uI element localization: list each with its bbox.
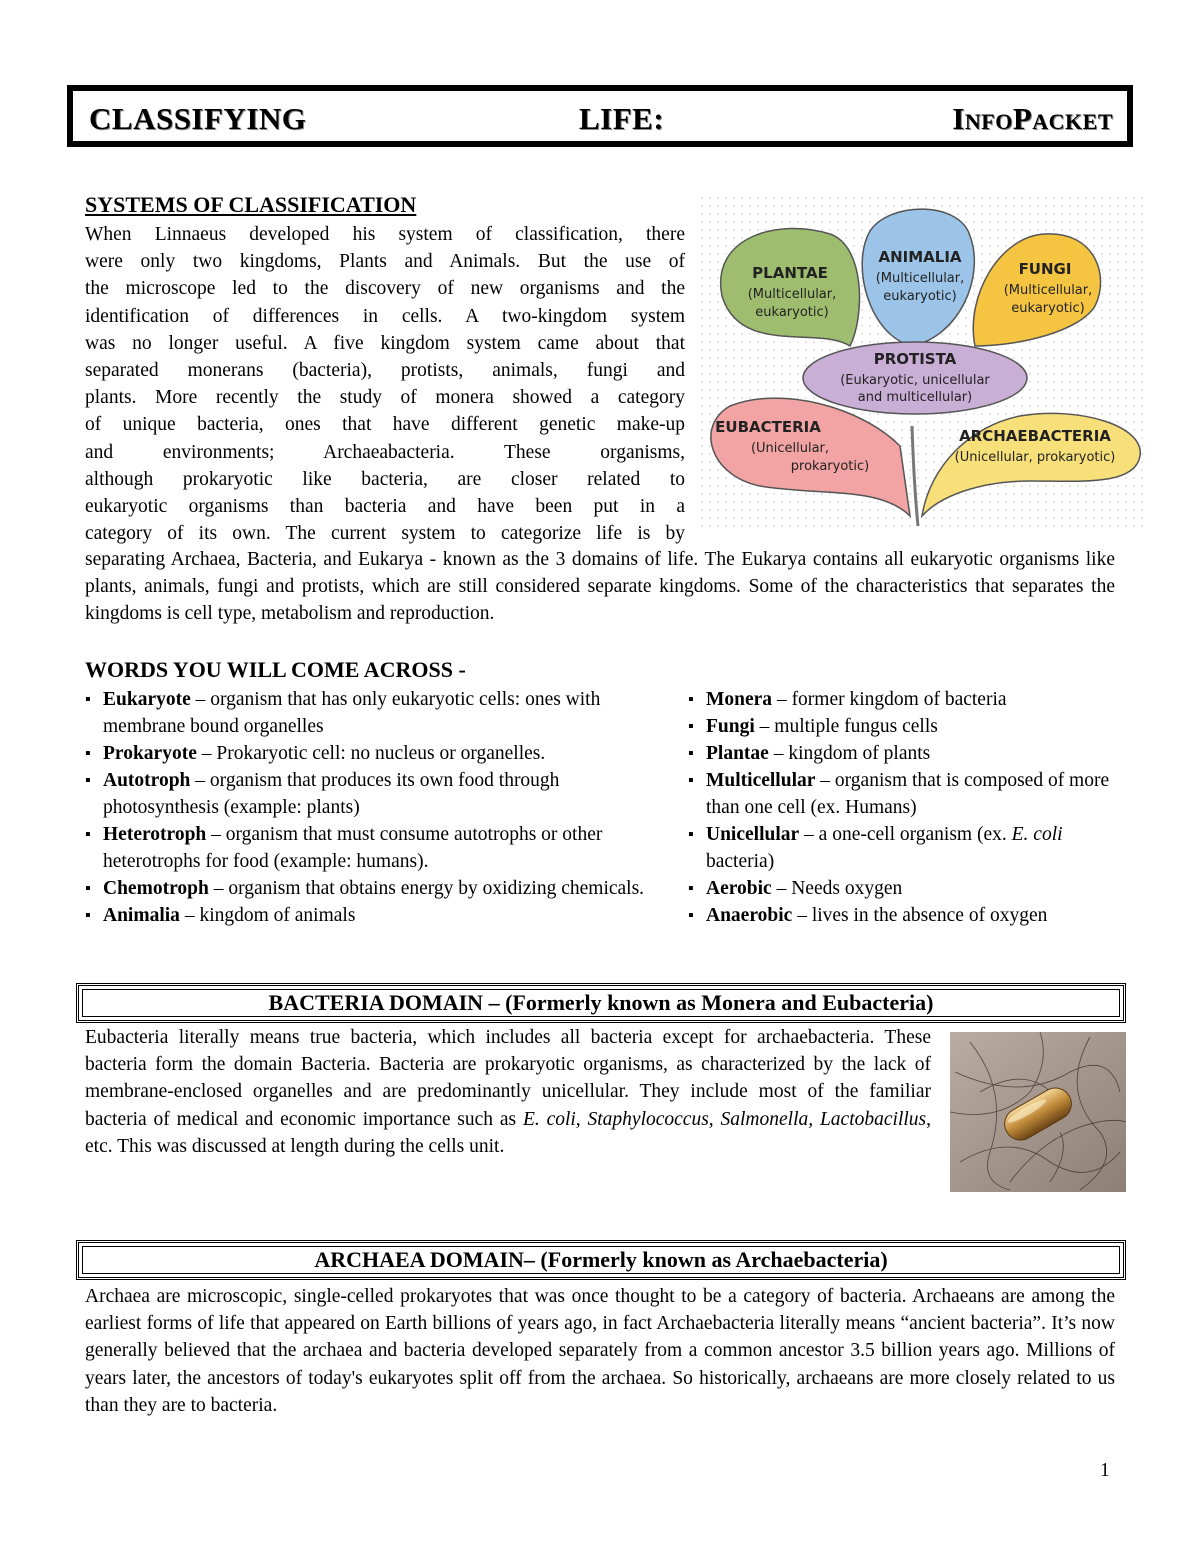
systems-body-line: was no longer useful. A five kingdom system came about that	[85, 332, 685, 354]
protista-desc-1: (Eukaryotic, unicellular	[840, 373, 990, 388]
term-definition: – Needs oxygen	[771, 878, 903, 899]
term-definition: – organism that has only eukaryotic cells: ones with membrane bound organelles	[103, 689, 601, 737]
term-name: Autotroph	[103, 770, 191, 791]
systems-body-line: although prokaryotic like bacteria, are closer related to	[85, 468, 685, 490]
term-item	[85, 740, 660, 767]
term-definition: – kingdom of plants	[768, 743, 931, 764]
title-word-classifying: CLASSIFYING	[89, 101, 307, 136]
fungi-label: FUNGI	[1018, 260, 1072, 278]
title-banner	[68, 86, 1132, 146]
term-definition-italic: E. coli	[1011, 824, 1063, 845]
systems-body-line: the microscope led to the discovery of new organisms and the	[85, 278, 685, 300]
bacteria-text-b: , etc. This was discussed at length during the cells unit.	[85, 1108, 931, 1157]
systems-body-line: When Linnaeus developed his system of classification, there	[85, 224, 685, 245]
protista-label: PROTISTA	[873, 350, 957, 368]
systems-body-line: and environments; Archaeabacteria. These organisms,	[85, 441, 685, 463]
term-definition: – organism that obtains energy by oxidizing chemicals.	[208, 878, 645, 899]
systems-body-line: eukaryotic organisms than bacteria and have been put in a	[85, 495, 685, 517]
term-name: Prokaryote	[103, 743, 197, 764]
term-definition: – lives in the absence of oxygen	[792, 905, 1048, 926]
bacteria-domain-heading: BACTERIA DOMAIN – (Formerly known as Monera and Eubacteria)	[76, 983, 1126, 1023]
term-definition: – a one-cell organism (ex.	[799, 824, 1012, 845]
term-item	[688, 686, 1128, 713]
term-name: Aerobic	[706, 878, 772, 899]
term-item	[85, 875, 660, 902]
term-item	[688, 767, 1128, 821]
term-item	[85, 902, 660, 929]
term-name: Eukaryote	[103, 689, 191, 710]
animalia-label: ANIMALIA	[878, 248, 962, 266]
animalia-desc-1: (Multicellular,	[875, 271, 965, 286]
term-item	[688, 902, 1128, 929]
plantae-label: PLANTAE	[752, 264, 828, 282]
term-name: Heterotroph	[103, 824, 207, 845]
plantae-desc-2: eukaryotic)	[755, 305, 829, 320]
term-item	[85, 686, 660, 740]
eubacteria-label: EUBACTERIA	[715, 418, 821, 436]
term-name: Plantae	[706, 743, 769, 764]
title-word-infopacket: InfoPacket	[952, 101, 1113, 136]
term-definition-end: bacteria)	[706, 851, 775, 872]
kingdoms-diagram	[700, 196, 1148, 530]
systems-body-line: category of its own. The current system to categorize life is by	[85, 523, 685, 545]
term-name: Multicellular	[706, 770, 816, 791]
systems-body-line: separated monerans (bacteria), protists, animals, fungi and	[85, 359, 685, 381]
term-item	[688, 740, 1128, 767]
term-name: Chemotroph	[103, 878, 209, 899]
term-name: Fungi	[706, 716, 755, 737]
protista-desc-2: and multicellular)	[857, 390, 973, 405]
eubacteria-desc-1: (Unicellular,	[750, 441, 830, 456]
term-name: Unicellular	[706, 824, 800, 845]
archaea-domain-body: Archaea are microscopic, single-celled prokaryotes that was once thought to be a category of bacteria. Archaeans are among the earliest forms of life that appeared on Earth billions of years ago, in fact Archaebacteria literally means “ancient bacteria”. It’s now generally believed that the archaea and bacteria developed separately from a common ancestor 3.5 billion years ago. Millions of years later, the ancestors of today's eukaryotes split off from the archaea. So historically, archaeans are more closely related to us than they are to bacteria.	[85, 1286, 1115, 1416]
systems-body-line: of unique bacteria, ones that have different genetic make-up	[85, 414, 685, 436]
archaebacteria-label: ARCHAEBACTERIA	[959, 427, 1111, 445]
systems-body	[85, 221, 685, 547]
animalia-desc-2: eukaryotic)	[883, 289, 957, 304]
term-definition: – former kingdom of bacteria	[772, 689, 1007, 710]
archaea-domain-heading: ARCHAEA DOMAIN– (Formerly known as Archaebacteria)	[76, 1240, 1126, 1280]
term-name: Animalia	[103, 905, 180, 926]
words-list-left	[85, 686, 660, 929]
systems-body-wide: separating Archaea, Bacteria, and Eukarya - known as the 3 domains of life. The Eukarya contains all eukaryotic organisms like plants, animals, fungi and protists, which are still considered separate kingdoms. Some of the characteristics that separates the kingdoms is cell type, metabolism and reproduction.	[85, 549, 1115, 625]
fungi-desc-2: eukaryotic)	[1011, 301, 1085, 316]
bacterium-image	[950, 1032, 1126, 1192]
systems-body-line: identification of differences in cells. A two-kingdom system	[85, 305, 685, 327]
term-item	[688, 713, 1128, 740]
term-item	[85, 767, 660, 821]
term-item	[85, 821, 660, 875]
archaebacteria-desc: (Unicellular, prokaryotic)	[954, 450, 1116, 465]
term-definition: – organism that produces its own food through photosynthesis (example: plants)	[103, 770, 560, 818]
term-definition: – multiple fungus cells	[754, 716, 938, 737]
term-definition: – organism that is composed of more than one cell (ex. Humans)	[706, 770, 1110, 818]
systems-heading: SYSTEMS OF CLASSIFICATION	[85, 192, 417, 217]
title-word-life: LIFE:	[579, 101, 665, 136]
bacteria-domain-body	[85, 1024, 931, 1160]
term-name: Anaerobic	[706, 905, 793, 926]
term-definition: – Prokaryotic cell: no nucleus or organelles.	[196, 743, 546, 764]
words-list-right	[688, 686, 1128, 929]
term-definition: – organism that must consume autotrophs or other heterotrophs for food (example: humans).	[103, 824, 603, 872]
fungi-desc-1: (Multicellular,	[1003, 283, 1093, 298]
page-number: 1	[1100, 1460, 1110, 1481]
plantae-desc-1: (Multicellular,	[747, 287, 837, 302]
words-heading: WORDS YOU WILL COME ACROSS -	[85, 657, 466, 682]
term-item	[688, 821, 1128, 875]
term-name: Monera	[706, 689, 773, 710]
eubacteria-desc-2: prokaryotic)	[790, 459, 870, 474]
systems-body-line: plants. More recently the study of monera showed a category	[85, 387, 685, 409]
bacteria-text-examples: E. coli, Staphylococcus, Salmonella, Lactobacillus	[522, 1108, 927, 1130]
systems-body-line: were only two kingdoms, Plants and Animals. But the use of	[85, 251, 685, 273]
term-item	[688, 875, 1128, 902]
bacteria-text-a: Eubacteria literally means true bacteria, which includes all bacteria except for archaebacteria. These bacteria form the domain Bacteria. Bacteria are prokaryotic organisms, as characterized by the lack of membrane-enclosed organelles and are predominantly unicellular. They include most of the familiar bacteria of medical and economic importance such as	[85, 1027, 931, 1130]
term-definition: – kingdom of animals	[179, 905, 356, 926]
